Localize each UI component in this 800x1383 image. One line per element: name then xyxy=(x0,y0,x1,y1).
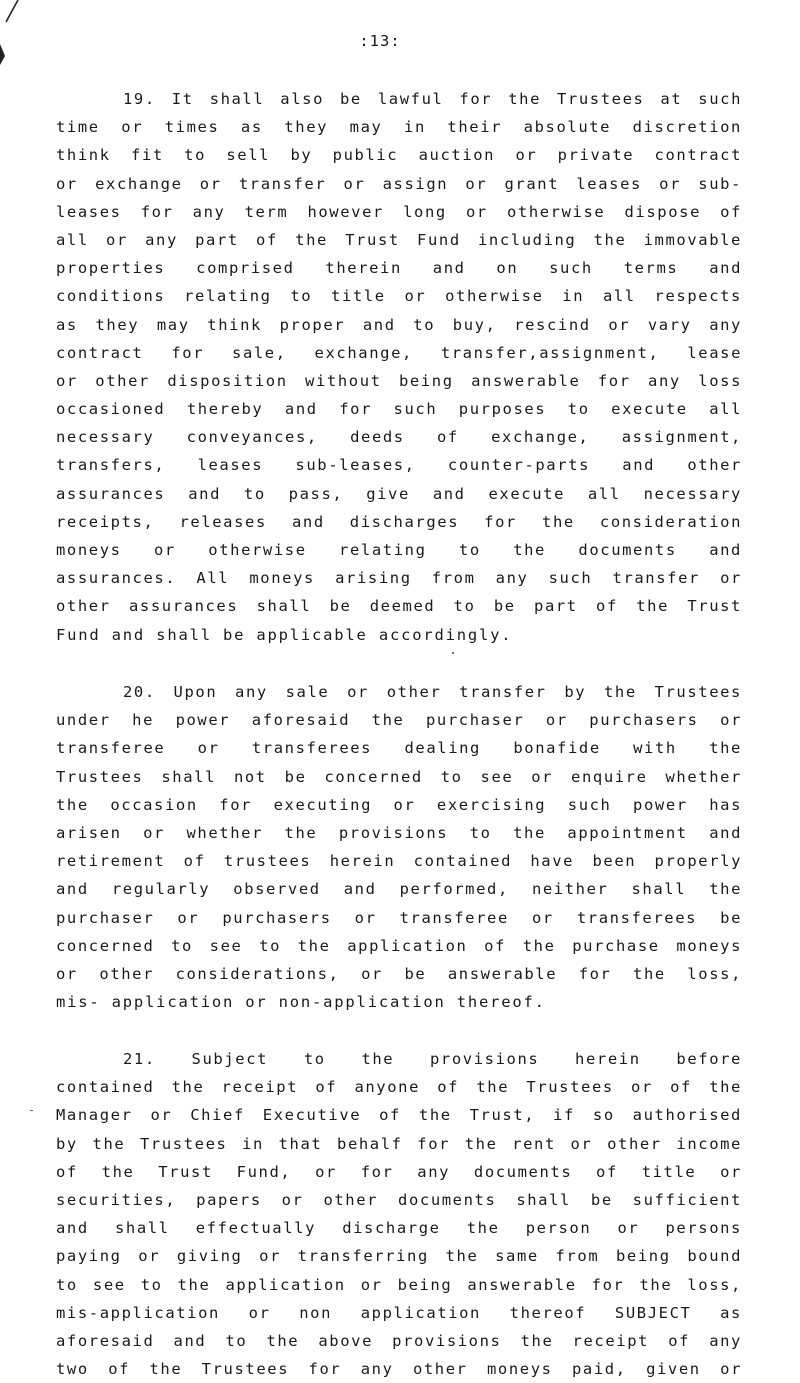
paragraph-line: aforesaid and to the above provisions the receipt of any xyxy=(56,1331,742,1350)
paragraph-line: other assurances shall be deemed to be part of the Trust xyxy=(56,597,742,616)
paragraph-line: paying or giving or transferring the same from being bound xyxy=(56,1247,742,1266)
paragraph-line: moneys or otherwise relating to the documents and xyxy=(56,541,742,559)
paragraph-line: two of the Trustees for any other moneys paid, given or xyxy=(56,1360,742,1379)
paragraph-line: necessary conveyances, deeds of exchange, assignment, xyxy=(56,428,742,447)
paragraph-line: arisen or whether the provisions to the appointment and xyxy=(56,823,742,842)
paragraph-line: think fit to sell by public auction or private contract xyxy=(56,146,742,165)
paragraph-line: all or any part of the Trust Fund including the immovable xyxy=(56,230,742,249)
paragraph-line: and regularly observed and performed, neither shall the xyxy=(56,880,742,899)
paragraph-line: contained the receipt of anyone of the Trustees or of the xyxy=(56,1078,742,1097)
paragraph-line: transferee or transferees dealing bonafide with the xyxy=(56,739,742,758)
paragraph-line: to see to the application or being answerable for the loss, xyxy=(56,1275,742,1294)
paragraph-line: 21. Subject to the provisions herein before xyxy=(123,1050,742,1068)
paragraph-line: of the Trust Fund, or for any documents of title or xyxy=(56,1162,742,1181)
page-number: :13: xyxy=(359,32,401,50)
paragraph-line: 19. It shall also be lawful for the Trustees at such xyxy=(123,90,742,108)
scan-speck xyxy=(452,652,454,654)
paragraph-line: occasioned thereby and for such purposes to execute all xyxy=(56,400,742,419)
paragraph-line: contract for sale, exchange, transfer,assignment, lease xyxy=(56,343,742,362)
paragraph-line: conditions relating to title or otherwise in all respects xyxy=(56,287,742,306)
paragraph-line: by the Trustees in that behalf for the rent or other income xyxy=(56,1134,742,1153)
paragraph-line: leases for any term however long or otherwise dispose of xyxy=(56,202,742,221)
paragraph-line: as they may think proper and to buy, rescind or vary any xyxy=(56,315,742,334)
paragraph-line: Fund and shall be applicable accordingly. xyxy=(56,625,513,644)
paragraph-line: the occasion for executing or exercising such power has xyxy=(56,795,742,814)
paragraph-line: under he power aforesaid the purchaser or purchasers or xyxy=(56,711,742,730)
paragraph-line: retirement of trustees herein contained have been properly xyxy=(56,852,742,871)
paragraph-line: properties comprised therein and on such terms and xyxy=(56,259,742,278)
paragraph-line: concerned to see to the application of the purchase moneys xyxy=(56,936,742,955)
paragraph-line: mis-application or non application thereof SUBJECT as xyxy=(56,1303,742,1322)
paragraph-line: receipts, releases and discharges for the consideration xyxy=(56,512,742,531)
clause-21-paragraph xyxy=(56,1045,742,1383)
paragraph-line: assurances. All moneys arising from any such transfer or xyxy=(56,569,742,588)
paragraph-line: assurances and to pass, give and execute all necessary xyxy=(56,484,742,503)
paragraph-line: transfers, leases sub-leases, counter-parts and other xyxy=(56,456,742,475)
paragraph-line: time or times as they may in their absolute discretion xyxy=(56,118,742,137)
paragraph-line: Trustees shall not be concerned to see or enquire whether xyxy=(56,767,742,786)
paragraph-line: securities, papers or other documents shall be sufficient xyxy=(56,1190,742,1209)
paragraph-line: or exchange or transfer or assign or grant leases or sub- xyxy=(56,174,742,193)
clause-20-paragraph xyxy=(56,678,742,1016)
paragraph-line: and shall effectually discharge the person or persons xyxy=(56,1219,742,1238)
scan-speck xyxy=(30,1110,33,1111)
paragraph-line: or other disposition without being answerable for any loss xyxy=(56,371,742,390)
paragraph-line: 20. Upon any sale or other transfer by the Trustees xyxy=(123,683,742,701)
clause-19-paragraph xyxy=(56,85,742,649)
paragraph-line: mis- application or non-application thereof. xyxy=(56,993,546,1012)
paragraph-line: purchaser or purchasers or transferee or transferees be xyxy=(56,908,742,927)
paragraph-line: or other considerations, or be answerable for the loss, xyxy=(56,964,742,983)
paragraph-line: Manager or Chief Executive of the Trust, if so authorised xyxy=(56,1106,742,1125)
